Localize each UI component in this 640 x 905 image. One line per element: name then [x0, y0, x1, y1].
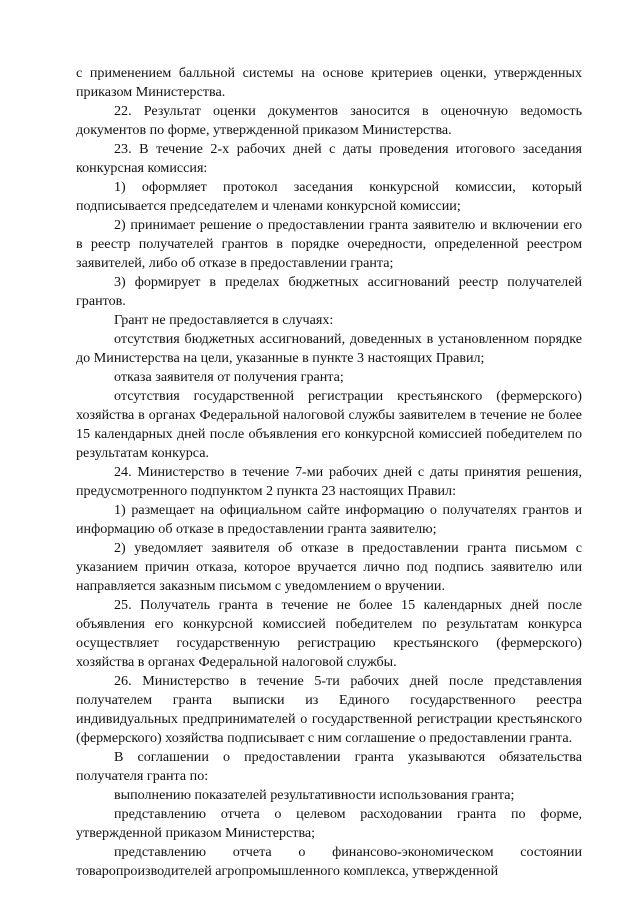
- paragraph-continuation: с применением балльной системы на основе критериев оценки, утвержденных приказом Министерства.: [76, 65, 582, 100]
- paragraph-clause-24-item-2: 2) уведомляет заявителя об отказе в предоставлении гранта письмом с указанием причин отказа, которое вручается лично под подпись заявителю или направляется заказным письмом с уведомлением о вручении.: [76, 540, 582, 594]
- paragraph-agreement-intro: В соглашении о предоставлении гранта указываются обязательства получателя гранта по:: [76, 749, 582, 784]
- paragraph-clause-23-item-3: 3) формирует в пределах бюджетных ассигнований реестр получателей грантов.: [76, 274, 582, 309]
- document-page: [76, 64, 582, 881]
- paragraph-obligation-1: выполнению показателей результативности использования гранта;: [114, 787, 515, 803]
- paragraph-obligation-2: представлению отчета о целевом расходовании гранта по форме, утвержденной приказом Министерства;: [76, 806, 582, 841]
- paragraph-clause-24-item-1: 1) размещает на официальном сайте информацию о получателях грантов и информацию об отказе в предоставлении гранта заявителю;: [76, 502, 582, 537]
- paragraph-refusal-case-2: отказа заявителя от получения гранта;: [114, 369, 344, 385]
- paragraph-clause-25: 25. Получатель гранта в течение не более 15 календарных дней после объявления его конкурсной комиссией победителем по результатам конкурса осуществляет государственную регистрацию крестьянского (фермерского) хозяйства в органах Федеральной налоговой службы.: [76, 597, 582, 670]
- paragraph-clause-22: 22. Результат оценки документов заносится в оценочную ведомость документов по форме, утвержденной приказом Министерства.: [76, 103, 582, 138]
- paragraph-clause-23: 23. В течение 2-х рабочих дней с даты проведения итогового заседания конкурсная комиссия:: [76, 141, 582, 176]
- paragraph-clause-24: 24. Министерство в течение 7-ми рабочих дней с даты принятия решения, предусмотренного подпунктом 2 пункта 23 настоящих Правил:: [76, 464, 582, 499]
- paragraph-clause-26: 26. Министерство в течение 5-ти рабочих дней после представления получателем гранта выписки из Единого государственного реестра индивидуальных предпринимателей о государственной регистрации крестьянского (фермерского) хозяйства подписывает с ним соглашение о предоставлении гранта.: [76, 673, 582, 746]
- paragraph-clause-23-item-2: 2) принимает решение о предоставлении гранта заявителю и включении его в реестр получателей грантов в порядке очередности, определенной реестром заявителей, либо об отказе в предоставлении гранта;: [76, 217, 582, 271]
- paragraph-refusal-case-1: отсутствия бюджетных ассигнований, доведенных в установленном порядке до Министерства на цели, указанные в пункте 3 настоящих Правил;: [76, 331, 582, 366]
- paragraph-refusal-case-3: отсутствия государственной регистрации крестьянского (фермерского) хозяйства в органах Федеральной налоговой службы заявителем в течение не более 15 календарных дней после объявления его конкурсной комиссией победителем по результатам конкурса.: [76, 388, 582, 461]
- paragraph-obligation-3: представлению отчета о финансово-экономическом состоянии товаропроизводителей агропромышленного комплекса, утвержденной: [76, 844, 582, 879]
- paragraph-clause-23-item-1: 1) оформляет протокол заседания конкурсной комиссии, который подписывается председателем и членами конкурсной комиссии;: [76, 179, 582, 214]
- paragraph-refusal-intro: Грант не предоставляется в случаях:: [114, 312, 334, 328]
